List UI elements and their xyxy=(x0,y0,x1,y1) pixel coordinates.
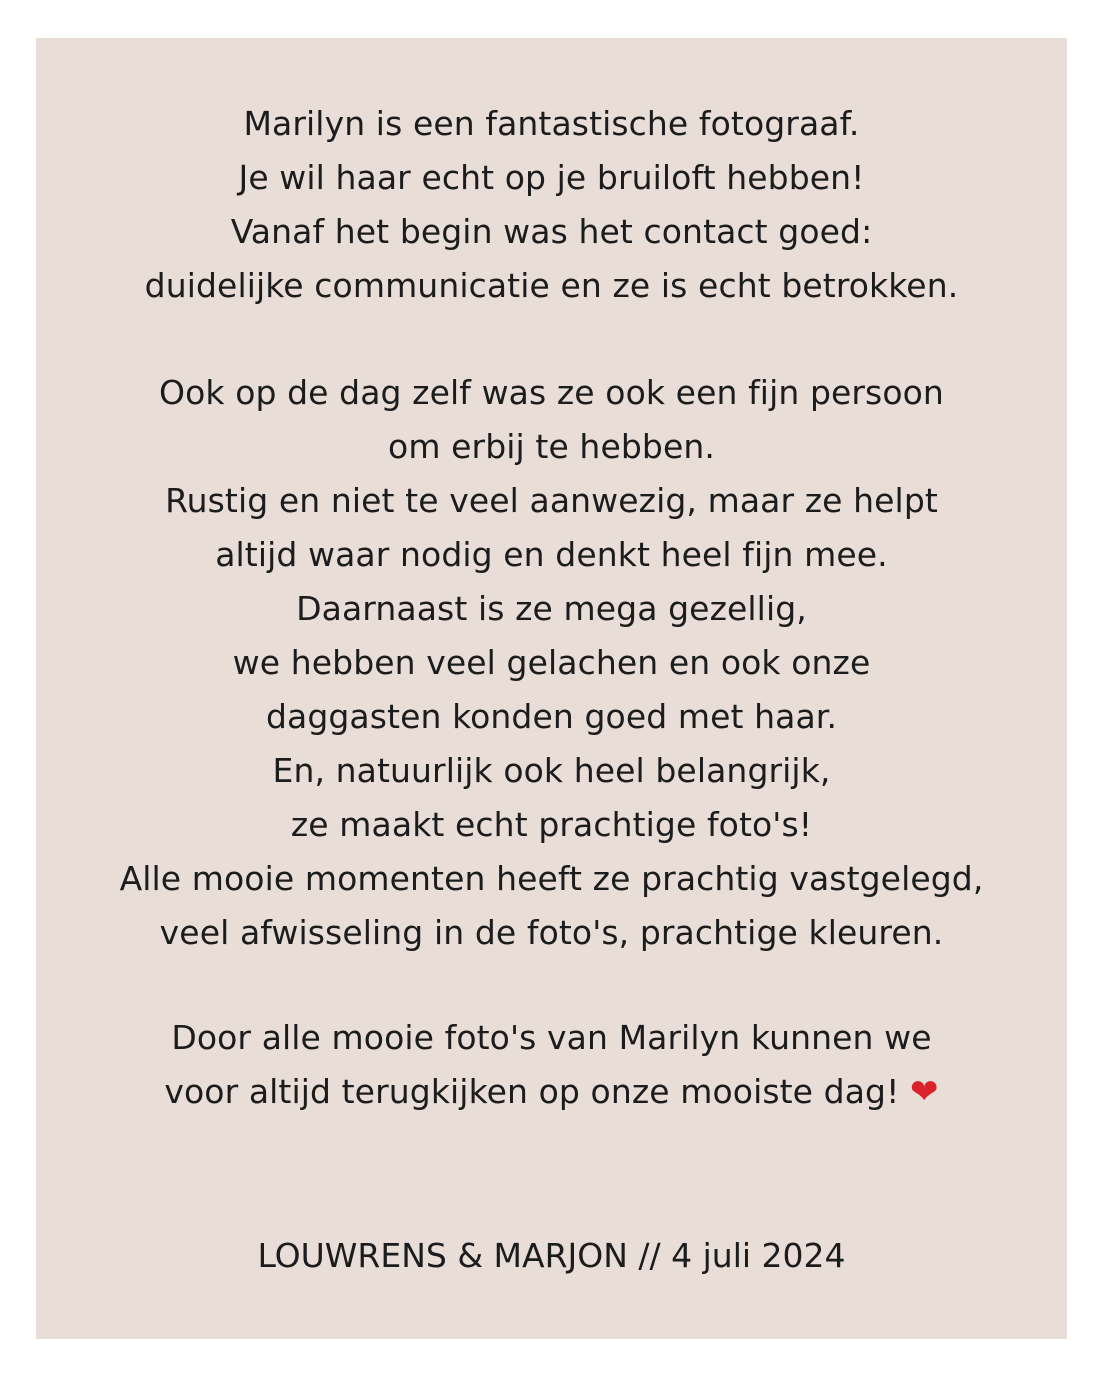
review-line: Rustig en niet te veel aanwezig, maar ze helpt xyxy=(165,481,938,520)
heart-icon: ❤ xyxy=(910,1072,939,1112)
review-card xyxy=(36,38,1067,1339)
review-line: Door alle mooie foto's van Marilyn kunnen we xyxy=(171,1018,932,1057)
review-line: Alle mooie momenten heeft ze prachtig vastgelegd, xyxy=(119,859,984,898)
review-line: altijd waar nodig en denkt heel fijn mee. xyxy=(215,535,888,574)
review-paragraph-2 xyxy=(36,366,1067,960)
review-line: Marilyn is een fantastische fotograaf. xyxy=(243,104,860,143)
review-line-last xyxy=(36,1065,1067,1119)
review-line: En, natuurlijk ook heel belangrijk, xyxy=(272,751,831,790)
review-line: Vanaf het begin was het contact goed: xyxy=(230,212,873,251)
review-line: Je wil haar echt op je bruiloft hebben! xyxy=(238,158,865,197)
review-line-text: voor altijd terugkijken op onze mooiste dag! xyxy=(164,1072,900,1111)
review-paragraph-1 xyxy=(36,97,1067,313)
review-paragraph-3 xyxy=(36,1011,1067,1119)
review-line: om erbij te hebben. xyxy=(388,427,715,466)
review-line: Daarnaast is ze mega gezellig, xyxy=(296,589,807,628)
review-line: we hebben veel gelachen en ook onze xyxy=(232,643,871,682)
review-line: daggasten konden goed met haar. xyxy=(265,697,838,736)
review-line: duidelijke communicatie en ze is echt betrokken. xyxy=(144,266,959,305)
review-line: veel afwisseling in de foto's, prachtige kleuren. xyxy=(159,913,944,952)
signature: LOUWRENS & MARJON // 4 juli 2024 xyxy=(257,1236,846,1275)
review-line: ze maakt echt prachtige foto's! xyxy=(290,805,813,844)
review-line: Ook op de dag zelf was ze ook een fijn persoon xyxy=(159,373,944,412)
